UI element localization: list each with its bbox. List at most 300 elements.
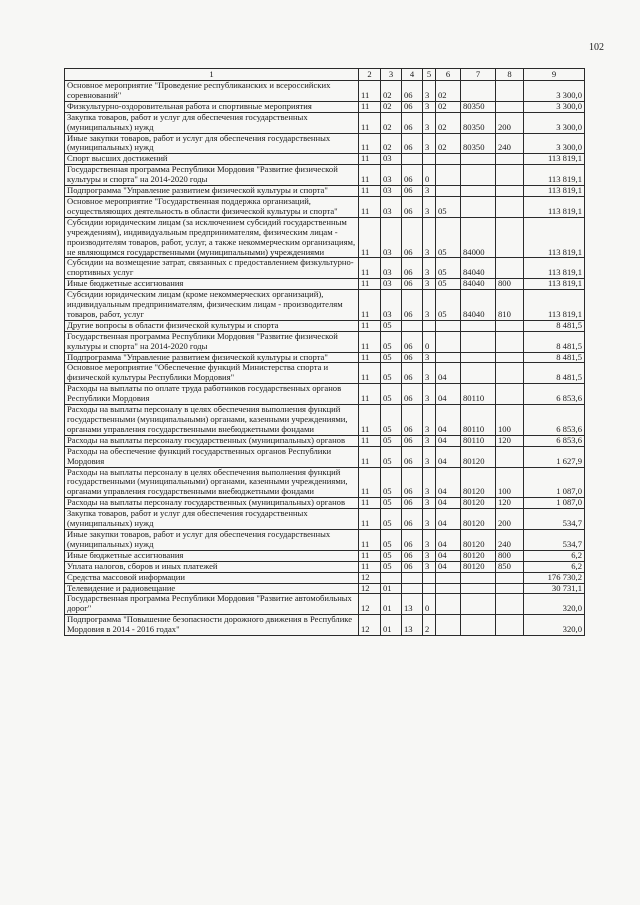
- direction-code-cell: 80350: [461, 101, 496, 112]
- expense-type-code-cell: [496, 165, 524, 186]
- expense-type-code-cell: [496, 258, 524, 279]
- expense-type-code-cell: 120: [496, 435, 524, 446]
- expense-type-code-cell: [496, 217, 524, 258]
- amount-cell: 1 087,0: [524, 498, 585, 509]
- event-code-cell: [436, 331, 461, 352]
- row-name-cell: Уплата налогов, сборов и иных платежей: [65, 561, 359, 572]
- direction-code-cell: 80120: [461, 561, 496, 572]
- chapter-code-cell: 11: [359, 561, 381, 572]
- direction-code-cell: 80120: [461, 550, 496, 561]
- amount-cell: 6,2: [524, 561, 585, 572]
- program-code-cell: [402, 572, 423, 583]
- row-name-cell: Подпрограмма "Управление развитием физической культуры и спорта": [65, 186, 359, 197]
- event-code-cell: 02: [436, 133, 461, 154]
- section-code-cell: 05: [381, 498, 402, 509]
- expense-type-code-cell: 800: [496, 279, 524, 290]
- row-name-cell: Телевидение и радиовещание: [65, 583, 359, 594]
- direction-code-cell: [461, 583, 496, 594]
- row-name-cell: Подпрограмма "Повышение безопасности дорожного движения в Республике Мордовия в 2014 - 2016 годах": [65, 615, 359, 636]
- event-code-cell: 02: [436, 81, 461, 102]
- event-code-cell: 05: [436, 258, 461, 279]
- direction-code-cell: 80120: [461, 446, 496, 467]
- table-row: [65, 405, 585, 436]
- event-code-cell: 04: [436, 435, 461, 446]
- direction-code-cell: 80110: [461, 405, 496, 436]
- section-code-cell: 03: [381, 290, 402, 321]
- program-code-cell: 06: [402, 405, 423, 436]
- chapter-code-cell: 11: [359, 154, 381, 165]
- chapter-code-cell: 12: [359, 583, 381, 594]
- program-code-cell: 13: [402, 615, 423, 636]
- row-name-cell: Расходы на выплаты персоналу в целях обеспечения выполнения функций государственными (муниципальными) органами, казенными учреждениями, органами управления государственными внебюджетными фондами: [65, 467, 359, 498]
- expense-type-code-cell: [496, 154, 524, 165]
- expense-type-code-cell: [496, 583, 524, 594]
- event-code-cell: [436, 352, 461, 363]
- chapter-code-cell: 11: [359, 352, 381, 363]
- direction-code-cell: [461, 165, 496, 186]
- subprogram-code-cell: 3: [423, 363, 436, 384]
- expense-type-code-cell: [496, 81, 524, 102]
- chapter-code-cell: 11: [359, 446, 381, 467]
- chapter-code-cell: 11: [359, 101, 381, 112]
- row-name-cell: Государственная программа Республики Мордовия "Развитие автомобильных дорог": [65, 594, 359, 615]
- chapter-code-cell: 11: [359, 81, 381, 102]
- section-code-cell: 05: [381, 435, 402, 446]
- table-row: [65, 509, 585, 530]
- table-row: [65, 529, 585, 550]
- subprogram-code-cell: 0: [423, 165, 436, 186]
- direction-code-cell: [461, 196, 496, 217]
- chapter-code-cell: 11: [359, 529, 381, 550]
- expense-type-code-cell: [496, 615, 524, 636]
- event-code-cell: [436, 165, 461, 186]
- event-code-cell: [436, 154, 461, 165]
- amount-cell: 113 819,1: [524, 186, 585, 197]
- row-name-cell: Расходы на выплаты персоналу в целях обеспечения выполнения функций государственными (муниципальными) органами, казенными учреждениями, органами управления государственными внебюджетными фондами: [65, 405, 359, 436]
- row-name-cell: Иные бюджетные ассигнования: [65, 279, 359, 290]
- chapter-code-cell: 11: [359, 112, 381, 133]
- event-code-cell: 04: [436, 446, 461, 467]
- row-name-cell: Другие вопросы в области физической культуры и спорта: [65, 320, 359, 331]
- section-code-cell: 05: [381, 550, 402, 561]
- section-code-cell: 05: [381, 509, 402, 530]
- expense-type-code-cell: 200: [496, 509, 524, 530]
- table-row: [65, 615, 585, 636]
- section-code-cell: 01: [381, 583, 402, 594]
- subprogram-code-cell: 0: [423, 331, 436, 352]
- expense-type-code-cell: [496, 101, 524, 112]
- table-row: [65, 561, 585, 572]
- expense-type-code-cell: [496, 196, 524, 217]
- section-code-cell: 05: [381, 405, 402, 436]
- subprogram-code-cell: 3: [423, 529, 436, 550]
- amount-cell: 6 853,6: [524, 435, 585, 446]
- column-header: 4: [402, 69, 423, 81]
- expense-type-code-cell: [496, 320, 524, 331]
- direction-code-cell: 84040: [461, 290, 496, 321]
- chapter-code-cell: 11: [359, 279, 381, 290]
- subprogram-code-cell: 3: [423, 550, 436, 561]
- chapter-code-cell: 11: [359, 331, 381, 352]
- row-name-cell: Закупка товаров, работ и услуг для обеспечения государственных (муниципальных) нужд: [65, 509, 359, 530]
- event-code-cell: 04: [436, 498, 461, 509]
- row-name-cell: Основное мероприятие "Государственная поддержка организаций, осуществляющих деятельность в области физической культуры и спорта": [65, 196, 359, 217]
- event-code-cell: 04: [436, 467, 461, 498]
- direction-code-cell: 80120: [461, 467, 496, 498]
- amount-cell: 113 819,1: [524, 165, 585, 186]
- direction-code-cell: 80120: [461, 498, 496, 509]
- section-code-cell: 05: [381, 446, 402, 467]
- subprogram-code-cell: 3: [423, 498, 436, 509]
- section-code-cell: 03: [381, 196, 402, 217]
- expense-type-code-cell: 240: [496, 133, 524, 154]
- row-name-cell: Государственная программа Республики Мордовия "Развитие физической культуры и спорта" на 2014-2020 годы: [65, 165, 359, 186]
- column-header: 9: [524, 69, 585, 81]
- direction-code-cell: 80110: [461, 384, 496, 405]
- section-code-cell: 05: [381, 320, 402, 331]
- subprogram-code-cell: 3: [423, 405, 436, 436]
- direction-code-cell: [461, 331, 496, 352]
- expense-type-code-cell: [496, 572, 524, 583]
- section-code-cell: 03: [381, 258, 402, 279]
- direction-code-cell: 84040: [461, 279, 496, 290]
- row-name-cell: Государственная программа Республики Мордовия "Развитие физической культуры и спорта" на 2014-2020 годы: [65, 331, 359, 352]
- table-row: [65, 186, 585, 197]
- section-code-cell: 01: [381, 594, 402, 615]
- expense-type-code-cell: [496, 363, 524, 384]
- budget-table: [64, 68, 585, 636]
- program-code-cell: 06: [402, 446, 423, 467]
- expense-type-code-cell: 120: [496, 498, 524, 509]
- table-row: [65, 154, 585, 165]
- expense-type-code-cell: [496, 186, 524, 197]
- amount-cell: 6,2: [524, 550, 585, 561]
- subprogram-code-cell: 3: [423, 133, 436, 154]
- chapter-code-cell: 11: [359, 290, 381, 321]
- event-code-cell: [436, 583, 461, 594]
- row-name-cell: Средства массовой информации: [65, 572, 359, 583]
- chapter-code-cell: 11: [359, 467, 381, 498]
- section-code-cell: 01: [381, 615, 402, 636]
- table-row: [65, 352, 585, 363]
- table-row: [65, 258, 585, 279]
- column-header: 8: [496, 69, 524, 81]
- program-code-cell: 06: [402, 498, 423, 509]
- section-code-cell: 02: [381, 101, 402, 112]
- program-code-cell: 06: [402, 101, 423, 112]
- event-code-cell: [436, 572, 461, 583]
- expense-type-code-cell: 100: [496, 467, 524, 498]
- amount-cell: 3 300,0: [524, 133, 585, 154]
- row-name-cell: Расходы на выплаты по оплате труда работников государственных органов Республики Мордовия: [65, 384, 359, 405]
- amount-cell: 534,7: [524, 509, 585, 530]
- expense-type-code-cell: [496, 594, 524, 615]
- section-code-cell: 02: [381, 112, 402, 133]
- column-header: 7: [461, 69, 496, 81]
- direction-code-cell: 80120: [461, 509, 496, 530]
- program-code-cell: 06: [402, 217, 423, 258]
- amount-cell: 8 481,5: [524, 352, 585, 363]
- table-row: [65, 498, 585, 509]
- subprogram-code-cell: 3: [423, 101, 436, 112]
- direction-code-cell: 80110: [461, 435, 496, 446]
- row-name-cell: Спорт высших достижений: [65, 154, 359, 165]
- direction-code-cell: [461, 572, 496, 583]
- row-name-cell: Закупка товаров, работ и услуг для обеспечения государственных (муниципальных) нужд: [65, 112, 359, 133]
- section-code-cell: 03: [381, 279, 402, 290]
- program-code-cell: 06: [402, 331, 423, 352]
- section-code-cell: 02: [381, 81, 402, 102]
- event-code-cell: 05: [436, 196, 461, 217]
- amount-cell: 3 300,0: [524, 81, 585, 102]
- section-code-cell: 05: [381, 384, 402, 405]
- section-code-cell: [381, 572, 402, 583]
- program-code-cell: 06: [402, 258, 423, 279]
- table-row: [65, 331, 585, 352]
- amount-cell: 1 087,0: [524, 467, 585, 498]
- amount-cell: 30 731,1: [524, 583, 585, 594]
- direction-code-cell: [461, 320, 496, 331]
- program-code-cell: 06: [402, 384, 423, 405]
- column-header: 1: [65, 69, 359, 81]
- direction-code-cell: 84000: [461, 217, 496, 258]
- subprogram-code-cell: 3: [423, 446, 436, 467]
- amount-cell: 3 300,0: [524, 101, 585, 112]
- program-code-cell: 06: [402, 133, 423, 154]
- program-code-cell: 06: [402, 529, 423, 550]
- chapter-code-cell: 11: [359, 320, 381, 331]
- section-code-cell: 05: [381, 561, 402, 572]
- subprogram-code-cell: [423, 583, 436, 594]
- program-code-cell: 06: [402, 352, 423, 363]
- program-code-cell: 06: [402, 186, 423, 197]
- chapter-code-cell: 11: [359, 550, 381, 561]
- event-code-cell: 04: [436, 561, 461, 572]
- table-row: [65, 133, 585, 154]
- table-row: [65, 101, 585, 112]
- event-code-cell: 05: [436, 279, 461, 290]
- program-code-cell: 06: [402, 550, 423, 561]
- row-name-cell: Основное мероприятие "Проведение республиканских и всероссийских соревнований": [65, 81, 359, 102]
- subprogram-code-cell: 3: [423, 258, 436, 279]
- direction-code-cell: [461, 352, 496, 363]
- amount-cell: 113 819,1: [524, 154, 585, 165]
- event-code-cell: 02: [436, 112, 461, 133]
- chapter-code-cell: 11: [359, 384, 381, 405]
- direction-code-cell: 80350: [461, 112, 496, 133]
- table-row: [65, 572, 585, 583]
- table-row: [65, 217, 585, 258]
- event-code-cell: 04: [436, 509, 461, 530]
- program-code-cell: [402, 154, 423, 165]
- program-code-cell: [402, 583, 423, 594]
- direction-code-cell: [461, 363, 496, 384]
- direction-code-cell: [461, 81, 496, 102]
- section-code-cell: 05: [381, 467, 402, 498]
- table-row: [65, 435, 585, 446]
- subprogram-code-cell: 3: [423, 81, 436, 102]
- expense-type-code-cell: [496, 384, 524, 405]
- table-row: [65, 165, 585, 186]
- chapter-code-cell: 11: [359, 186, 381, 197]
- subprogram-code-cell: 2: [423, 615, 436, 636]
- subprogram-code-cell: 3: [423, 217, 436, 258]
- subprogram-code-cell: 3: [423, 561, 436, 572]
- chapter-code-cell: 11: [359, 498, 381, 509]
- chapter-code-cell: 12: [359, 615, 381, 636]
- amount-cell: 8 481,5: [524, 363, 585, 384]
- program-code-cell: 06: [402, 467, 423, 498]
- chapter-code-cell: 11: [359, 133, 381, 154]
- row-name-cell: Субсидии юридическим лицам (кроме некоммерческих организаций), индивидуальным предпринимателям, физическим лицам - производителям товаров, работ, услуг: [65, 290, 359, 321]
- program-code-cell: 06: [402, 561, 423, 572]
- chapter-code-cell: 11: [359, 435, 381, 446]
- expense-type-code-cell: 200: [496, 112, 524, 133]
- subprogram-code-cell: 3: [423, 279, 436, 290]
- subprogram-code-cell: [423, 320, 436, 331]
- page-number: 102: [589, 42, 604, 53]
- subprogram-code-cell: [423, 572, 436, 583]
- direction-code-cell: [461, 615, 496, 636]
- event-code-cell: 04: [436, 405, 461, 436]
- expense-type-code-cell: 800: [496, 550, 524, 561]
- section-code-cell: 05: [381, 363, 402, 384]
- chapter-code-cell: 12: [359, 594, 381, 615]
- row-name-cell: Расходы на обеспечение функций государственных органов Республики Мордовия: [65, 446, 359, 467]
- program-code-cell: 06: [402, 81, 423, 102]
- table-row: [65, 363, 585, 384]
- subprogram-code-cell: 3: [423, 467, 436, 498]
- row-name-cell: Иные бюджетные ассигнования: [65, 550, 359, 561]
- amount-cell: 113 819,1: [524, 290, 585, 321]
- table-row: [65, 446, 585, 467]
- event-code-cell: [436, 615, 461, 636]
- row-name-cell: Иные закупки товаров, работ и услуг для обеспечения государственных (муниципальных) нужд: [65, 529, 359, 550]
- amount-cell: 320,0: [524, 594, 585, 615]
- column-header: 3: [381, 69, 402, 81]
- direction-code-cell: [461, 186, 496, 197]
- amount-cell: 113 819,1: [524, 258, 585, 279]
- chapter-code-cell: 11: [359, 217, 381, 258]
- section-code-cell: 03: [381, 165, 402, 186]
- expense-type-code-cell: 850: [496, 561, 524, 572]
- program-code-cell: 13: [402, 594, 423, 615]
- amount-cell: 8 481,5: [524, 331, 585, 352]
- program-code-cell: 06: [402, 363, 423, 384]
- row-name-cell: Расходы на выплаты персоналу государственных (муниципальных) органов: [65, 435, 359, 446]
- chapter-code-cell: 11: [359, 165, 381, 186]
- row-name-cell: Иные закупки товаров, работ и услуг для обеспечения государственных (муниципальных) нужд: [65, 133, 359, 154]
- row-name-cell: Физкультурно-оздоровительная работа и спортивные мероприятия: [65, 101, 359, 112]
- event-code-cell: [436, 594, 461, 615]
- subprogram-code-cell: 3: [423, 435, 436, 446]
- column-header: 5: [423, 69, 436, 81]
- section-code-cell: 05: [381, 331, 402, 352]
- table-row: [65, 594, 585, 615]
- section-code-cell: 03: [381, 186, 402, 197]
- amount-cell: 113 819,1: [524, 279, 585, 290]
- table-header-row: [65, 69, 585, 81]
- section-code-cell: 03: [381, 217, 402, 258]
- row-name-cell: Расходы на выплаты персоналу государственных (муниципальных) органов: [65, 498, 359, 509]
- chapter-code-cell: 11: [359, 509, 381, 530]
- column-header: 2: [359, 69, 381, 81]
- expense-type-code-cell: 240: [496, 529, 524, 550]
- row-name-cell: Подпрограмма "Управление развитием физической культуры и спорта": [65, 352, 359, 363]
- program-code-cell: 06: [402, 290, 423, 321]
- table-row: [65, 384, 585, 405]
- amount-cell: 176 730,2: [524, 572, 585, 583]
- table-row: [65, 290, 585, 321]
- program-code-cell: 06: [402, 196, 423, 217]
- section-code-cell: 05: [381, 529, 402, 550]
- subprogram-code-cell: 3: [423, 196, 436, 217]
- subprogram-code-cell: 3: [423, 186, 436, 197]
- program-code-cell: 06: [402, 435, 423, 446]
- subprogram-code-cell: 3: [423, 509, 436, 530]
- amount-cell: 113 819,1: [524, 217, 585, 258]
- table-row: [65, 279, 585, 290]
- amount-cell: 534,7: [524, 529, 585, 550]
- direction-code-cell: 84040: [461, 258, 496, 279]
- amount-cell: 3 300,0: [524, 112, 585, 133]
- chapter-code-cell: 11: [359, 363, 381, 384]
- table-row: [65, 112, 585, 133]
- program-code-cell: 06: [402, 279, 423, 290]
- amount-cell: 320,0: [524, 615, 585, 636]
- subprogram-code-cell: 3: [423, 384, 436, 405]
- program-code-cell: [402, 320, 423, 331]
- program-code-cell: 06: [402, 165, 423, 186]
- table-row: [65, 550, 585, 561]
- program-code-cell: 06: [402, 509, 423, 530]
- amount-cell: 113 819,1: [524, 196, 585, 217]
- chapter-code-cell: 11: [359, 196, 381, 217]
- direction-code-cell: [461, 594, 496, 615]
- subprogram-code-cell: [423, 154, 436, 165]
- table-body: [65, 81, 585, 636]
- direction-code-cell: 80120: [461, 529, 496, 550]
- event-code-cell: 02: [436, 101, 461, 112]
- row-name-cell: Субсидии юридическим лицам (за исключением субсидий государственным учреждениям), индивидуальным предпринимателям, физическим лицам - производителям товаров, работ, услуг, а также некоммерческим организациям, не являющимся государственными (муниципальными) учреждениями: [65, 217, 359, 258]
- direction-code-cell: [461, 154, 496, 165]
- row-name-cell: Субсидии на возмещение затрат, связанных с предоставлением физкультурно-спортивных услуг: [65, 258, 359, 279]
- event-code-cell: 05: [436, 290, 461, 321]
- expense-type-code-cell: [496, 446, 524, 467]
- table-row: [65, 583, 585, 594]
- direction-code-cell: 80350: [461, 133, 496, 154]
- chapter-code-cell: 11: [359, 405, 381, 436]
- section-code-cell: 05: [381, 352, 402, 363]
- subprogram-code-cell: 0: [423, 594, 436, 615]
- subprogram-code-cell: 3: [423, 352, 436, 363]
- expense-type-code-cell: [496, 352, 524, 363]
- event-code-cell: 04: [436, 384, 461, 405]
- program-code-cell: 06: [402, 112, 423, 133]
- section-code-cell: 03: [381, 154, 402, 165]
- expense-type-code-cell: [496, 331, 524, 352]
- event-code-cell: [436, 186, 461, 197]
- event-code-cell: 04: [436, 550, 461, 561]
- amount-cell: 8 481,5: [524, 320, 585, 331]
- table-row: [65, 196, 585, 217]
- event-code-cell: 04: [436, 363, 461, 384]
- amount-cell: 6 853,6: [524, 405, 585, 436]
- subprogram-code-cell: 3: [423, 112, 436, 133]
- event-code-cell: [436, 320, 461, 331]
- subprogram-code-cell: 3: [423, 290, 436, 321]
- amount-cell: 6 853,6: [524, 384, 585, 405]
